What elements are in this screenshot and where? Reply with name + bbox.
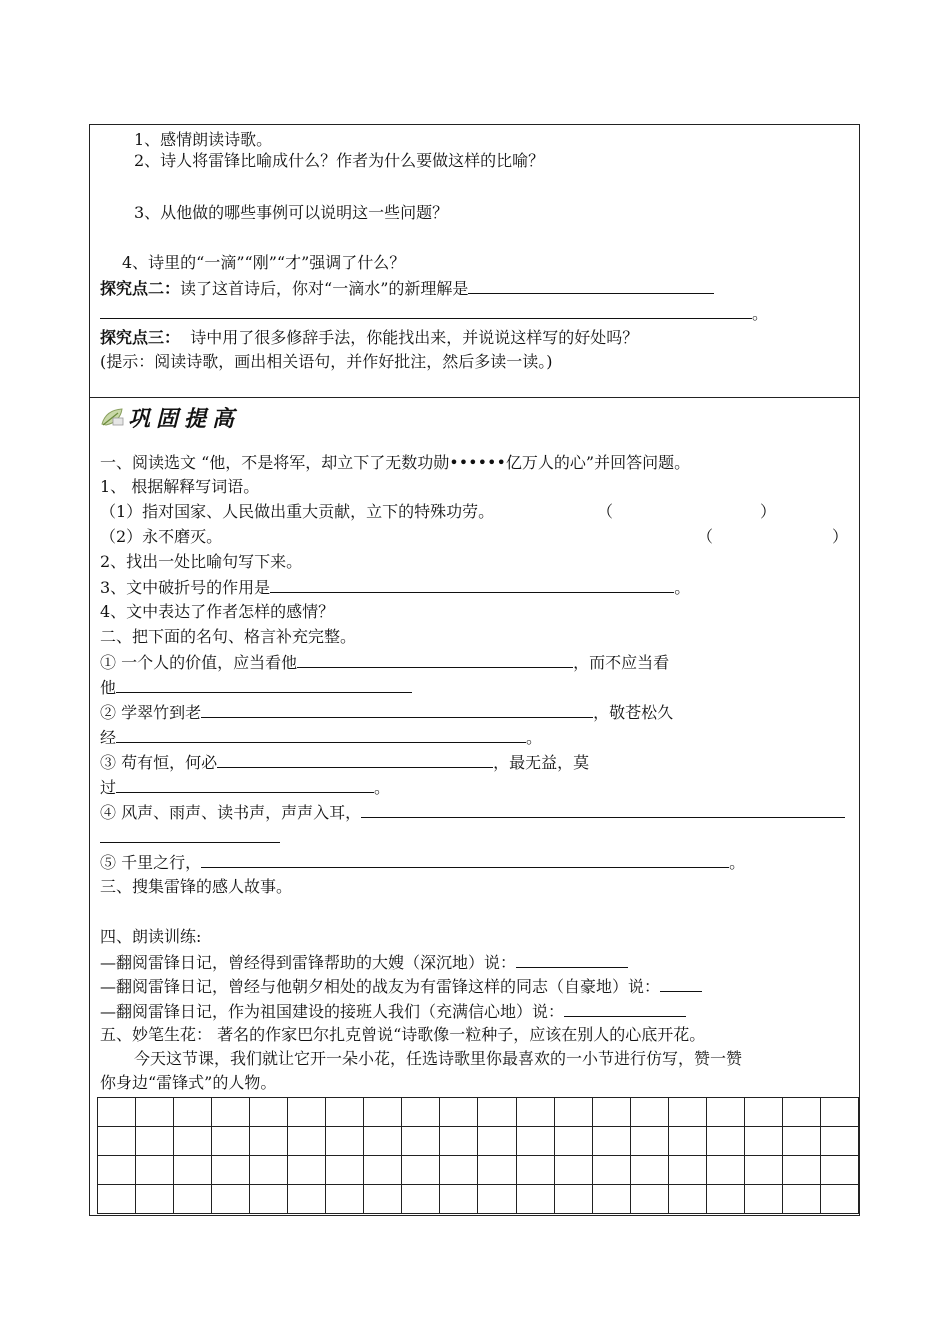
grid-cell[interactable] bbox=[516, 1185, 554, 1214]
grid-cell[interactable] bbox=[288, 1098, 326, 1127]
grid-cell[interactable] bbox=[174, 1185, 212, 1214]
grid-cell[interactable] bbox=[402, 1127, 440, 1156]
answer-blank[interactable] bbox=[201, 851, 729, 868]
maxim-3-stop: 。 bbox=[374, 778, 391, 797]
question-4: 4、诗里的“一滴”“刚”“才”强调了什么？ bbox=[122, 253, 406, 272]
maxim-2-end: 经 bbox=[100, 728, 117, 747]
grid-cell[interactable] bbox=[364, 1098, 402, 1127]
grid-cell[interactable] bbox=[212, 1156, 250, 1185]
answer-blank[interactable] bbox=[270, 576, 674, 593]
section-2-title: 二、把下面的名句、格言补充完整。 bbox=[100, 627, 357, 646]
maxim-2-stop: 。 bbox=[526, 728, 543, 747]
grid-cell[interactable] bbox=[326, 1185, 364, 1214]
grid-cell[interactable] bbox=[174, 1156, 212, 1185]
grid-cell[interactable] bbox=[554, 1127, 592, 1156]
grid-cell[interactable] bbox=[478, 1127, 516, 1156]
maxim-2 bbox=[100, 701, 673, 724]
grid-cell[interactable] bbox=[668, 1185, 706, 1214]
grid-cell[interactable] bbox=[516, 1127, 554, 1156]
grid-row bbox=[98, 1098, 859, 1127]
reading-q3 bbox=[100, 576, 690, 599]
answer-blank[interactable] bbox=[100, 826, 280, 843]
grid-cell[interactable] bbox=[136, 1185, 174, 1214]
grid-cell[interactable] bbox=[250, 1098, 288, 1127]
grid-cell[interactable] bbox=[668, 1156, 706, 1185]
point3-label: 探究点三： bbox=[100, 328, 181, 347]
grid-cell[interactable] bbox=[744, 1098, 782, 1127]
grid-cell[interactable] bbox=[136, 1098, 174, 1127]
grid-cell[interactable] bbox=[98, 1098, 136, 1127]
grid-cell[interactable] bbox=[744, 1127, 782, 1156]
maxim-1 bbox=[100, 651, 669, 674]
grid-cell[interactable] bbox=[98, 1185, 136, 1214]
reading-intro: 一、阅读选文 “他，不是将军，却立下了无数功勋••••••亿万人的心”并回答问题。 bbox=[100, 453, 691, 472]
question-3: 3、从他做的哪些事例可以说明这一些问题？ bbox=[134, 203, 449, 222]
grid-cell[interactable] bbox=[250, 1127, 288, 1156]
grid-cell[interactable] bbox=[820, 1185, 858, 1214]
grid-cell[interactable] bbox=[440, 1098, 478, 1127]
maxim-2-cont bbox=[100, 726, 542, 749]
question-1: 1、感情朗读诗歌。 bbox=[134, 130, 273, 149]
grid-cell[interactable] bbox=[212, 1127, 250, 1156]
maxim-3-cont bbox=[100, 776, 390, 799]
grid-cell[interactable] bbox=[136, 1156, 174, 1185]
grid-cell[interactable] bbox=[364, 1127, 402, 1156]
grid-cell[interactable] bbox=[782, 1098, 820, 1127]
answer-blank[interactable] bbox=[116, 676, 412, 693]
reading-q3-text: 3、文中破折号的作用是 bbox=[100, 578, 271, 597]
section-5-title: 五、妙笔生花： 著名的作家巴尔扎克曾说“诗歌像一粒种子，应该在别人的心底开花。 bbox=[100, 1025, 706, 1044]
grid-cell[interactable] bbox=[212, 1185, 250, 1214]
reading-practice-3-text: —翻阅雷锋日记，作为祖国建设的接班人我们（充满信心地）说： bbox=[100, 1002, 565, 1021]
grid-cell[interactable] bbox=[820, 1127, 858, 1156]
answer-blank[interactable] bbox=[361, 801, 845, 818]
grid-cell[interactable] bbox=[174, 1098, 212, 1127]
maxim-3 bbox=[100, 751, 589, 774]
section-4-title: 四、朗读训练: bbox=[100, 927, 202, 946]
grid-cell[interactable] bbox=[174, 1127, 212, 1156]
grid-cell[interactable] bbox=[326, 1127, 364, 1156]
point3-text: 诗中用了很多修辞手法，你能找出来，并说说这样写的好处吗？ bbox=[190, 328, 639, 347]
grid-cell[interactable] bbox=[516, 1098, 554, 1127]
explore-point-3 bbox=[100, 327, 638, 349]
grid-cell[interactable] bbox=[326, 1098, 364, 1127]
grid-cell[interactable] bbox=[706, 1156, 744, 1185]
section-5-para-cont: 你身边“雷锋式”的人物。 bbox=[100, 1073, 277, 1092]
reading-q4: 4、文中表达了作者怎样的感情？ bbox=[100, 602, 335, 621]
grid-cell[interactable] bbox=[630, 1098, 668, 1127]
grid-cell[interactable] bbox=[668, 1098, 706, 1127]
grid-cell[interactable] bbox=[98, 1127, 136, 1156]
point2-end: 。 bbox=[752, 304, 769, 323]
grid-cell[interactable] bbox=[706, 1185, 744, 1214]
grid-cell[interactable] bbox=[592, 1127, 630, 1156]
reading-practice-3 bbox=[100, 1000, 686, 1023]
maxim-5-stop: 。 bbox=[729, 853, 746, 872]
answer-blank[interactable] bbox=[564, 1000, 686, 1017]
leaf-icon bbox=[100, 406, 126, 428]
maxim-2-text: ② 学翠竹到老 bbox=[100, 703, 202, 722]
grid-cell[interactable] bbox=[630, 1127, 668, 1156]
grid-cell[interactable] bbox=[98, 1156, 136, 1185]
grid-cell[interactable] bbox=[250, 1156, 288, 1185]
grid-cell[interactable] bbox=[592, 1156, 630, 1185]
grid-row bbox=[98, 1185, 859, 1214]
maxim-3-mid: ，最无益，莫 bbox=[493, 753, 590, 772]
grid-cell[interactable] bbox=[782, 1127, 820, 1156]
grid-cell[interactable] bbox=[402, 1156, 440, 1185]
reading-q1a: （1）指对国家、人民做出重大贡献，立下的特殊功劳。 bbox=[100, 502, 495, 521]
grid-cell[interactable] bbox=[402, 1098, 440, 1127]
reading-q1b: （2）永不磨灭。 bbox=[100, 527, 223, 546]
answer-blank[interactable] bbox=[116, 776, 374, 793]
maxim-5 bbox=[100, 851, 745, 874]
grid-cell[interactable] bbox=[706, 1098, 744, 1127]
grid-cell[interactable] bbox=[250, 1185, 288, 1214]
reading-practice-1 bbox=[100, 951, 628, 974]
grid-cell[interactable] bbox=[592, 1098, 630, 1127]
answer-blank[interactable] bbox=[100, 302, 752, 319]
answer-blank[interactable] bbox=[516, 951, 628, 968]
grid-cell[interactable] bbox=[820, 1098, 858, 1127]
grid-cell[interactable] bbox=[478, 1185, 516, 1214]
section-5-para: 今天这节课，我们就让它开一朵小花，任选诗歌里你最喜欢的一小节进行仿写，赞一赞 bbox=[134, 1049, 743, 1068]
point2-label: 探究点二： bbox=[100, 279, 181, 298]
grid-cell[interactable] bbox=[364, 1156, 402, 1185]
point2-text: 读了这首诗后，你对“一滴水”的新理解是 bbox=[180, 279, 469, 298]
reading-practice-2-text: —翻阅雷锋日记，曾经与他朝夕相处的战友为有雷锋这样的同志（自豪地）说： bbox=[100, 977, 661, 996]
grid-cell[interactable] bbox=[706, 1127, 744, 1156]
grid-cell[interactable] bbox=[744, 1156, 782, 1185]
maxim-3-text: ③ 苟有恒，何必 bbox=[100, 753, 218, 772]
answer-blank[interactable] bbox=[297, 651, 573, 668]
grid-cell[interactable] bbox=[478, 1156, 516, 1185]
maxim-1-mid: ，而不应当看 bbox=[573, 653, 670, 672]
explore-point-2 bbox=[100, 277, 714, 300]
grid-cell[interactable] bbox=[288, 1127, 326, 1156]
paren-close: ） bbox=[760, 502, 777, 521]
answer-blank[interactable] bbox=[217, 751, 493, 768]
section-title: 巩固提高 bbox=[128, 406, 241, 432]
grid-cell[interactable] bbox=[554, 1156, 592, 1185]
grid-cell[interactable] bbox=[288, 1156, 326, 1185]
grid-cell[interactable] bbox=[630, 1156, 668, 1185]
reading-q2: 2、找出一处比喻句写下来。 bbox=[100, 552, 303, 571]
maxim-5-text: ⑤ 千里之行， bbox=[100, 853, 202, 872]
explore-point-2-cont bbox=[100, 302, 768, 325]
grid-cell[interactable] bbox=[592, 1185, 630, 1214]
grid-cell[interactable] bbox=[478, 1098, 516, 1127]
maxim-4-text: ④ 风声、雨声、读书声，声声入耳， bbox=[100, 803, 362, 822]
writing-grid[interactable] bbox=[97, 1097, 859, 1214]
maxim-3-end: 过 bbox=[100, 778, 117, 797]
paren-open: （ bbox=[697, 527, 714, 546]
paren-open: （ bbox=[597, 502, 614, 521]
grid-cell[interactable] bbox=[744, 1185, 782, 1214]
section-divider bbox=[89, 397, 860, 398]
maxim-4-cont bbox=[100, 826, 280, 849]
paren-close: ） bbox=[832, 527, 849, 546]
grid-cell[interactable] bbox=[630, 1185, 668, 1214]
grid-cell[interactable] bbox=[212, 1098, 250, 1127]
grid-cell[interactable] bbox=[402, 1185, 440, 1214]
maxim-1-end: 他 bbox=[100, 678, 117, 697]
answer-blank[interactable] bbox=[660, 975, 702, 992]
maxim-1-cont bbox=[100, 676, 412, 699]
reading-practice-2 bbox=[100, 975, 702, 998]
grid-cell[interactable] bbox=[326, 1156, 364, 1185]
grid-row bbox=[98, 1127, 859, 1156]
reading-q3-end: 。 bbox=[674, 578, 691, 597]
section-3-title: 三、搜集雷锋的感人故事。 bbox=[100, 877, 293, 896]
grid-cell[interactable] bbox=[288, 1185, 326, 1214]
grid-cell[interactable] bbox=[782, 1156, 820, 1185]
maxim-4 bbox=[100, 801, 845, 824]
grid-cell[interactable] bbox=[516, 1156, 554, 1185]
hint-text: (提示：阅读诗歌，画出相关语句，并作好批注，然后多读一读。) bbox=[100, 352, 553, 371]
grid-cell[interactable] bbox=[364, 1185, 402, 1214]
grid-cell[interactable] bbox=[820, 1156, 858, 1185]
grid-cell[interactable] bbox=[440, 1156, 478, 1185]
grid-cell[interactable] bbox=[782, 1185, 820, 1214]
grid-cell[interactable] bbox=[668, 1127, 706, 1156]
grid-cell[interactable] bbox=[136, 1127, 174, 1156]
grid-cell[interactable] bbox=[554, 1185, 592, 1214]
grid-row bbox=[98, 1156, 859, 1185]
answer-blank[interactable] bbox=[468, 277, 714, 294]
reading-q1: 1、 根据解释写词语。 bbox=[100, 477, 260, 496]
reading-practice-1-text: —翻阅雷锋日记，曾经得到雷锋帮助的大嫂（深沉地）说： bbox=[100, 953, 517, 972]
answer-blank[interactable] bbox=[201, 701, 593, 718]
grid-cell[interactable] bbox=[440, 1127, 478, 1156]
grid-cell[interactable] bbox=[440, 1185, 478, 1214]
grid-cell[interactable] bbox=[554, 1098, 592, 1127]
maxim-1-text: ① 一个人的价值，应当看他 bbox=[100, 653, 298, 672]
question-2: 2、诗人将雷锋比喻成什么？作者为什么要做这样的比喻？ bbox=[134, 151, 545, 170]
maxim-2-mid: ，敬苍松久 bbox=[593, 703, 674, 722]
answer-blank[interactable] bbox=[116, 726, 526, 743]
